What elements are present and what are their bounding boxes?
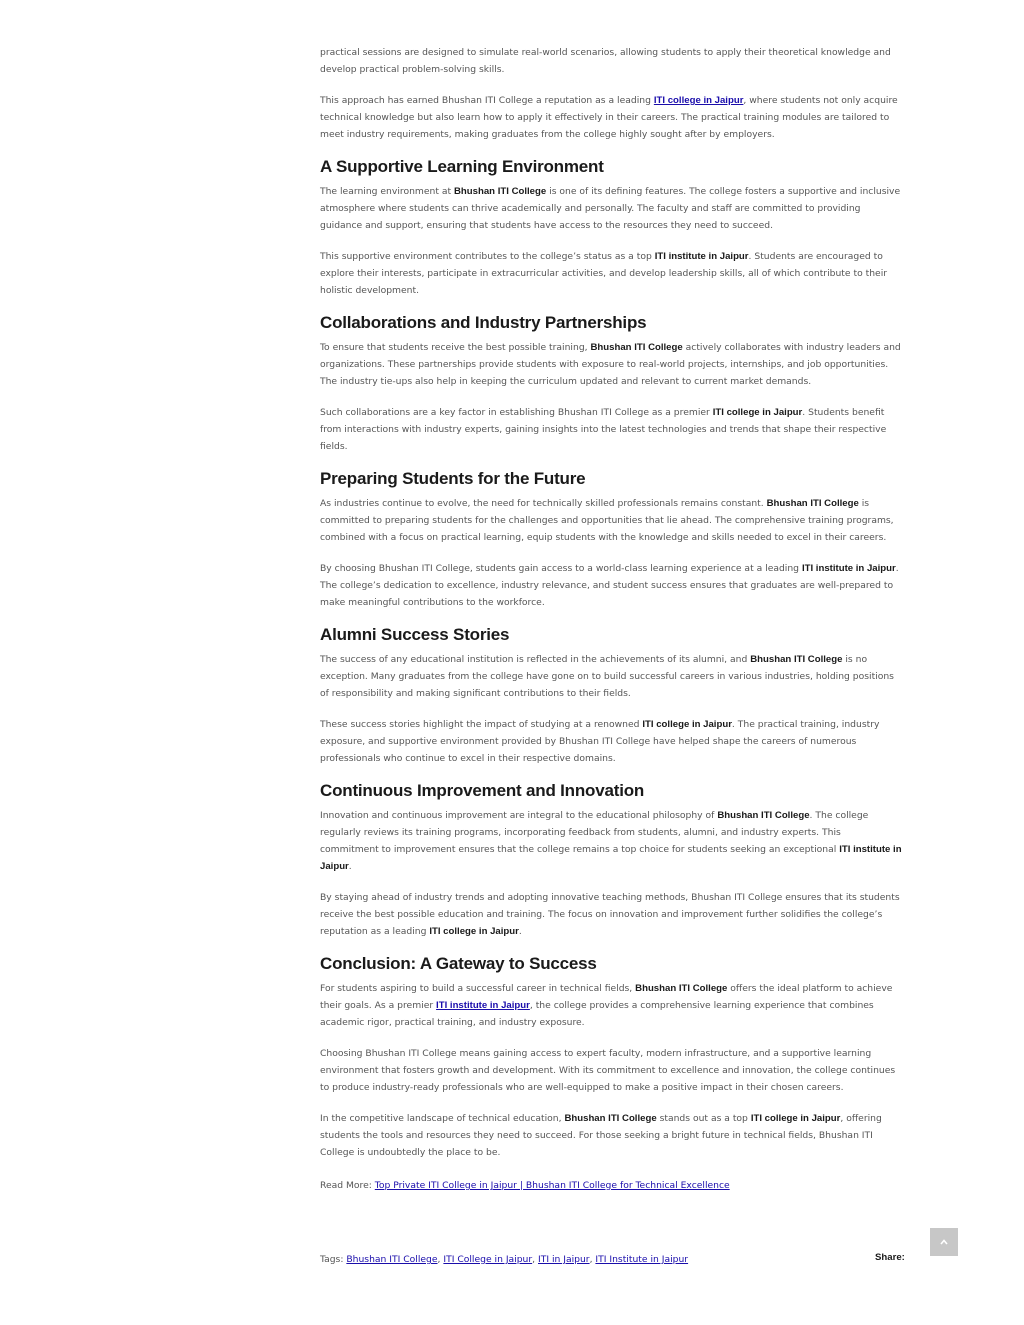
paragraph: For students aspiring to build a successful career in technical fields, Bhushan ITI College offers the ideal platform to achieve their goals. As a premier ITI institute in Jaipur, the college provides a comprehensive learning experience that combines academic rigor, practical training, and industry exposure. bbox=[320, 983, 893, 1028]
keyword: Bhushan ITI College bbox=[590, 342, 683, 353]
keyword: Bhushan ITI College bbox=[750, 654, 843, 665]
read-more: Read More: Top Private ITI College in Jaipur | Bhushan ITI College for Technical Excellence bbox=[320, 1180, 730, 1191]
section-heading: Continuous Improvement and Innovation bbox=[320, 781, 645, 800]
keyword: ITI institute in Jaipur bbox=[801, 563, 896, 574]
paragraph: By choosing Bhushan ITI College, students gain access to a world-class learning experience at a leading ITI institute in Jaipur. The college’s dedication to excellence, industry relevance, and student success ensures that graduates are well-prepared to make meaningful contributions to the workforce. bbox=[320, 563, 899, 608]
read-more-link[interactable]: Top Private ITI College in Jaipur | Bhushan ITI College for Technical Excellence bbox=[374, 1180, 730, 1191]
chevron-up-icon bbox=[939, 1237, 949, 1247]
tags-label: Tags: bbox=[320, 1254, 347, 1265]
tag-link[interactable]: ITI College in Jaipur bbox=[443, 1254, 533, 1265]
paragraph: By staying ahead of industry trends and adopting innovative teaching methods, Bhushan ITI College ensures that its students receive the best possible education and training. The focus on innovation and improvement further solidifies the college’s reputation as a leading ITI college in Jaipur. bbox=[320, 892, 900, 937]
back-to-top-button[interactable] bbox=[930, 1228, 958, 1256]
paragraph: These success stories highlight the impact of studying at a renowned ITI college in Jaipur. The practical training, industry exposure, and supportive environment provided by Bhushan ITI College have helped shape the careers of numerous professionals who continue to excel in their respective domains. bbox=[320, 719, 880, 764]
article-body bbox=[320, 44, 902, 1208]
keyword: ITI college in Jaipur bbox=[429, 926, 519, 937]
paragraph: practical sessions are designed to simulate real-world scenarios, allowing students to apply their theoretical knowledge and develop practical problem-solving skills. bbox=[320, 47, 891, 75]
paragraph: This supportive environment contributes to the college’s status as a top ITI institute in Jaipur. Students are encouraged to explore their interests, participate in extracurricular activities, and develop leadership skills, all of which contribute to their holistic development. bbox=[320, 251, 888, 296]
tag-link[interactable]: ITI Institute in Jaipur bbox=[595, 1254, 689, 1265]
share-label: Share: bbox=[875, 1252, 905, 1263]
keyword: ITI college in Jaipur bbox=[750, 1113, 841, 1124]
tag-link[interactable]: ITI in Jaipur bbox=[538, 1254, 590, 1265]
paragraph: To ensure that students receive the best possible training, Bhushan ITI College actively collaborates with industry leaders and organizations. These partnerships provide students with exposure to real-world projects, internships, and job opportunities. The industry tie-ups also help in keeping the curriculum updated and relevant to current market demands. bbox=[320, 342, 901, 387]
keyword: ITI institute in Jaipur bbox=[654, 251, 749, 262]
tags-row: Tags: Bhushan ITI College, ITI College in Jaipur, ITI in Jaipur, ITI Institute in Jaipur bbox=[320, 1254, 689, 1265]
section-heading: Alumni Success Stories bbox=[320, 625, 510, 644]
paragraph: Choosing Bhushan ITI College means gaining access to expert faculty, modern infrastructure, and a supportive learning environment that fosters growth and development. With its commitment to excellence and innovation, the college continues to produce industry-ready professionals who are well-equipped to make a positive impact in their chosen careers. bbox=[320, 1048, 896, 1093]
section-heading: Collaborations and Industry Partnerships bbox=[320, 313, 647, 332]
keyword: Bhushan ITI College bbox=[635, 983, 728, 994]
paragraph: Such collaborations are a key factor in establishing Bhushan ITI College as a premier ITI college in Jaipur. Students benefit from interactions with industry experts, gaining insights into the latest technologies and trends that shape their respective fields. bbox=[320, 407, 887, 452]
paragraph: Innovation and continuous improvement are integral to the educational philosophy of Bhushan ITI College. The college regularly reviews its training programs, incorporating feedback from students, alumni, and industry experts. This commitment to improvement ensures that the college remains a top choice for students seeking an exceptional ITI institute in Jaipur. bbox=[320, 810, 902, 872]
tag-link[interactable]: Bhushan ITI College bbox=[346, 1254, 438, 1265]
paragraph: The learning environment at Bhushan ITI College is one of its defining features. The college fosters a supportive and inclusive atmosphere where students can thrive academically and personally. The faculty and staff are committed to providing guidance and support, ensuring that students have access to the resources they need to succeed. bbox=[320, 186, 901, 231]
section-heading: Preparing Students for the Future bbox=[320, 469, 586, 488]
keyword: Bhushan ITI College bbox=[454, 186, 547, 197]
paragraph: The success of any educational institution is reflected in the achievements of its alumni, and Bhushan ITI College is no exception. Many graduates from the college have gone on to build successful careers in various industries, holding positions of responsibility and making significant contributions to their fields. bbox=[320, 654, 894, 699]
iti-college-link[interactable]: ITI college in Jaipur bbox=[653, 95, 744, 106]
keyword: Bhushan ITI College bbox=[564, 1113, 657, 1124]
section-heading: A Supportive Learning Environment bbox=[320, 157, 604, 176]
paragraph: As industries continue to evolve, the need for technically skilled professionals remains constant. Bhushan ITI College is committed to preparing students for the challenges and opportunities that lie ahead. The comprehensive training programs, combined with a focus on practical learning, equip students with the knowledge and skills needed to excel in their careers. bbox=[320, 498, 894, 543]
keyword: Bhushan ITI College bbox=[766, 498, 859, 509]
keyword: ITI institute in Jaipur bbox=[320, 844, 902, 872]
paragraph: This approach has earned Bhushan ITI College a reputation as a leading ITI college in Jaipur, where students not only acquire technical knowledge but also learn how to apply it effectively in their careers. The practical training modules are tailored to meet industry requirements, making graduates from the college highly sought after by employers. bbox=[320, 95, 898, 140]
iti-institute-link[interactable]: ITI institute in Jaipur bbox=[436, 1000, 530, 1011]
keyword: ITI college in Jaipur bbox=[712, 407, 803, 418]
section-heading: Conclusion: A Gateway to Success bbox=[320, 954, 597, 973]
paragraph: In the competitive landscape of technical education, Bhushan ITI College stands out as a top ITI college in Jaipur, offering students the tools and resources they need to succeed. For those seeking a bright future in technical fields, Bhushan ITI College is undoubtedly the place to be. bbox=[320, 1113, 882, 1158]
keyword: Bhushan ITI College bbox=[717, 810, 810, 821]
keyword: ITI college in Jaipur bbox=[642, 719, 732, 730]
